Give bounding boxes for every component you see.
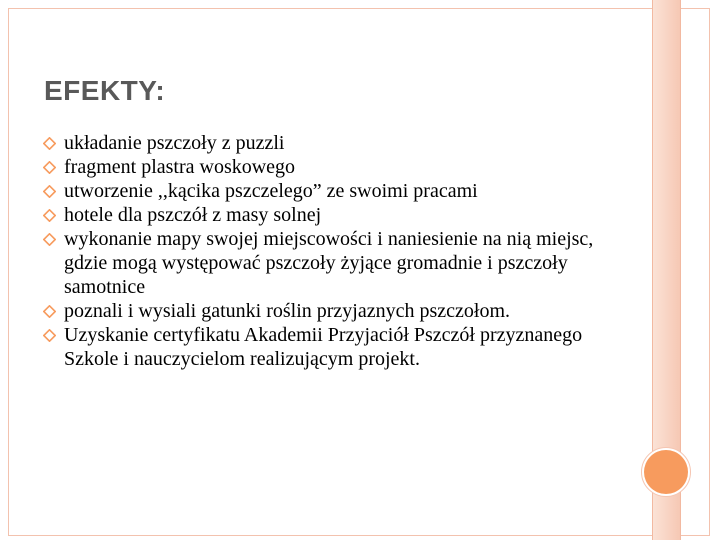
diamond-bullet-icon <box>43 329 56 342</box>
diamond-bullet-icon <box>43 137 56 150</box>
bullet-item <box>42 179 622 203</box>
decorative-circle-icon <box>644 450 688 494</box>
diamond-bullet-icon <box>43 209 56 222</box>
bullet-text: poznali i wysiali gatunki roślin przyjaznych pszczołom. <box>64 300 510 322</box>
diamond-bullet-icon <box>43 185 56 198</box>
bullet-item <box>42 203 622 227</box>
bullet-text: fragment plastra woskowego <box>64 156 296 178</box>
bullet-text: wykonanie mapy swojej miejscowości i naniesienie na nią miejsc, gdzie mogą występować pszczoły żyjące gromadnie i pszczoły samotnice <box>64 228 594 298</box>
bullet-text: Uzyskanie certyfikatu Akademii Przyjaciół Pszczół przyznanego Szkole i nauczycielom realizującym projekt. <box>64 324 583 370</box>
bullet-text: układanie pszczoły z puzzli <box>64 132 285 154</box>
bullet-item <box>42 323 622 371</box>
diamond-bullet-icon <box>43 161 56 174</box>
slide-title: EFEKTY: <box>44 75 166 106</box>
bullet-item <box>42 155 622 179</box>
bullet-item <box>42 131 622 155</box>
bullet-item <box>42 299 622 323</box>
bullet-list <box>42 131 622 371</box>
diamond-bullet-icon <box>43 305 56 318</box>
bullet-item <box>42 227 622 299</box>
bullet-text: hotele dla pszczół z masy solnej <box>64 204 322 226</box>
bullet-text: utworzenie ,,kącika pszczelego” ze swoimi pracami <box>64 180 478 202</box>
diamond-bullet-icon <box>43 233 56 246</box>
